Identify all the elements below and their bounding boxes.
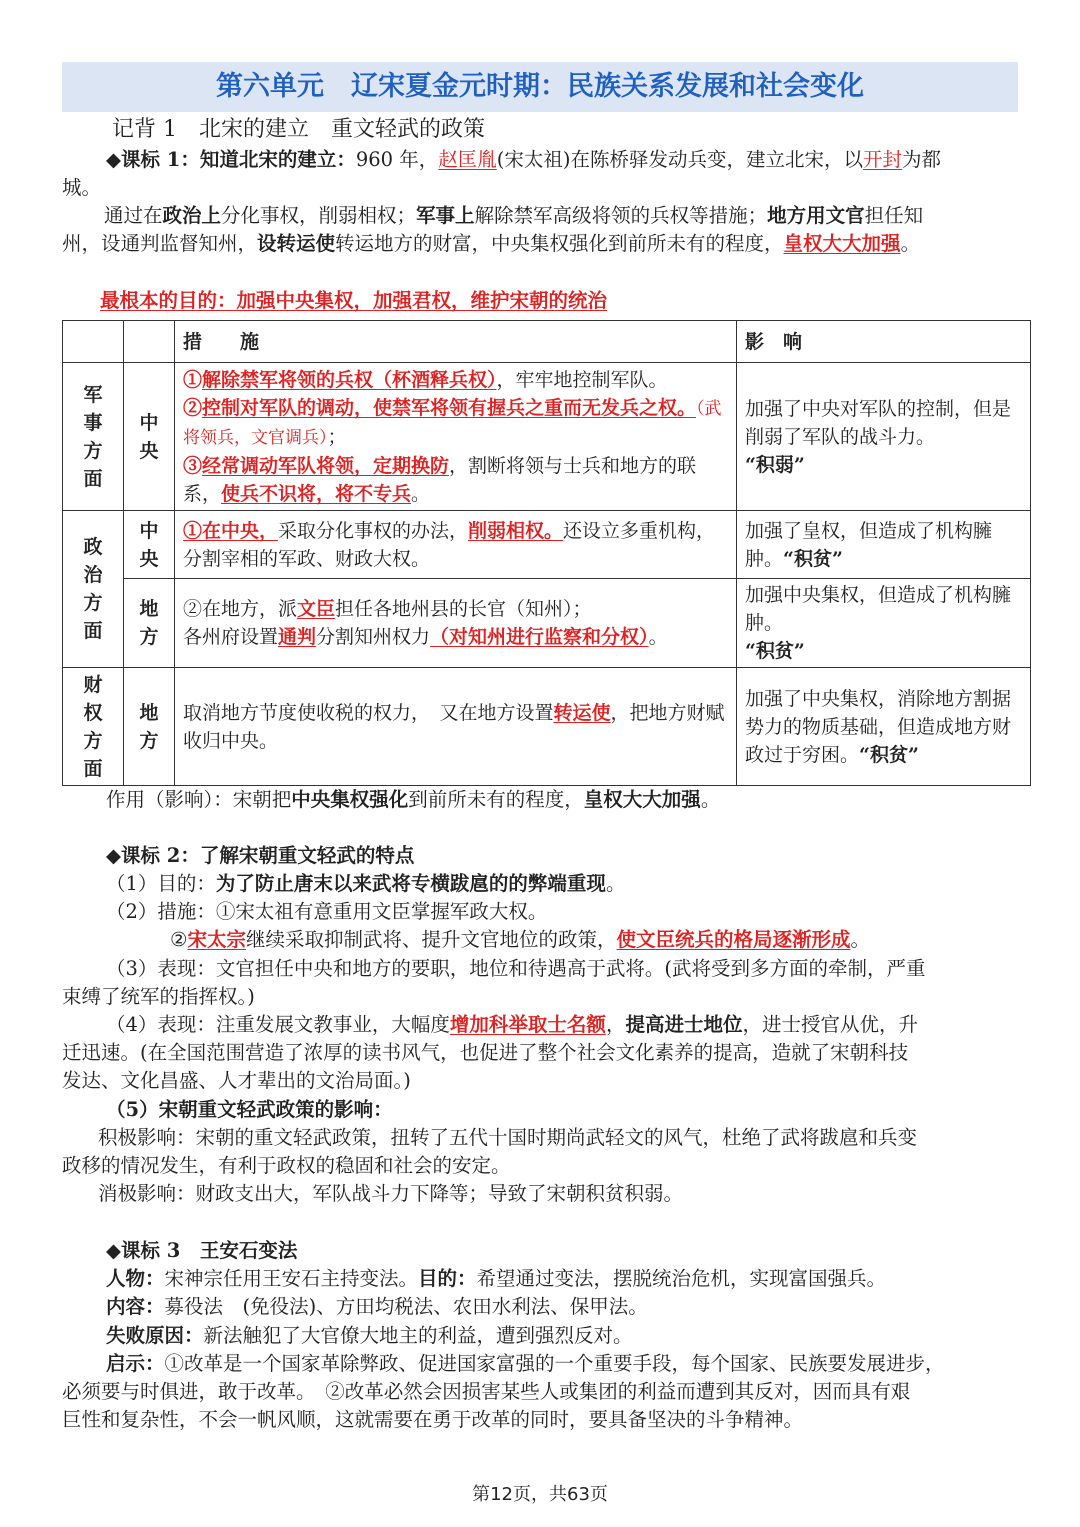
table-row-politics-local <box>63 579 1031 668</box>
subcategory-local: 地方 <box>124 579 175 668</box>
purpose-line: 最根本的目的：加强中央集权，加强君权，维护宋朝的统治 <box>100 289 608 312</box>
section2-line-4: （3）表现：文官担任中央和地方的要职，地位和待遇高于武将。(武将受到多方面的牵制，严重 <box>106 957 926 980</box>
section2-line-7: 迁迅速。(在全国范围营造了浓厚的读书风气，也促进了整个社会文化素养的提高，造就了宋朝科技 <box>62 1041 909 1064</box>
section3-line-6: 巨性和复杂性，不会一帆风顺，这就需要在勇于改革的同时，要具备坚决的斗争精神。 <box>62 1408 804 1431</box>
section2-line-3: ②宋太宗继续采取抑制武将、提升文官地位的政策，使文臣统兵的格局逐渐形成。 <box>170 928 871 951</box>
section2-line-8: 发达、文化昌盛、人才辈出的文治局面。) <box>62 1069 411 1092</box>
header-measure: 措 施 <box>175 321 737 363</box>
section2-line-5: 束缚了统军的指挥权。) <box>62 985 255 1008</box>
subcategory-central: 中央 <box>124 363 175 511</box>
section1-heading: 记背 1 北宋的建立 重文轻武的政策 <box>112 117 485 142</box>
table-header-row <box>63 321 1031 363</box>
paragraph-measures-1: 通过在政治上分化事权，削弱相权；军事上解除禁军高级将领的兵权等措施；地方用文官担任知 <box>104 204 924 227</box>
table-row-politics-central <box>63 511 1031 579</box>
finance-effect: 加强了中央集权，消除地方割据势力的物质基础，但造成地方财政过于穷困。“积贫” <box>737 668 1031 786</box>
standard1-line: ◆课标 1：知道北宋的建立：960 年，赵匡胤(宋太祖)在陈桥驿发动兵变，建立北宋，以开封为都 <box>106 148 942 171</box>
section2-line-12: 消极影响：财政支出大，军队战斗力下降等；导致了宋朝积贫积弱。 <box>98 1182 684 1205</box>
politics-central-measures: ①在中央，采取分化事权的办法，削弱相权。还设立多重机构，分割宰相的军政、财政大权。 <box>175 511 737 579</box>
section2-line-1: （1）目的：为了防止唐末以来武将专横跋扈的的弊端重现。 <box>106 872 626 895</box>
military-effect: 加强了中央对军队的控制，但是削弱了军队的战斗力。 “积弱” <box>737 363 1031 511</box>
standard1-line-cont: 城。 <box>62 176 102 199</box>
table-row-finance <box>63 668 1031 786</box>
policy-table <box>62 320 1031 786</box>
paragraph-measures-2: 州，设通判监督知州，设转运使转运地方的财富，中央集权强化到前所未有的程度，皇权大大加强。 <box>62 232 921 255</box>
finance-measures: 取消地方节度使收税的权力， 又在地方设置转运使，把地方财赋收归中央。 <box>175 668 737 786</box>
section3-line-1: 人物：宋神宗任用王安石主持变法。目的：希望通过变法，摆脱统治危机，实现富国强兵。 <box>106 1267 887 1290</box>
subcategory-local-2: 地方 <box>124 668 175 786</box>
politics-local-effect: 加强中央集权，但造成了机构臃肿。 “积贫” <box>737 579 1031 668</box>
military-measures: ①解除禁军将领的兵权（杯酒释兵权），牢牢地控制军队。 ②控制对军队的调动，使禁军将领有握兵之重而无发兵之权。（武将领兵，文官调兵）； ③经常调动军队将领，定期换防，割断将领与士兵和地方的联系，使兵不识将，将不专兵。 <box>175 363 737 511</box>
section2-line-11: 政移的情况发生，有利于政权的稳固和社会的安定。 <box>62 1154 511 1177</box>
section3-line-5: 必须要与时俱进，敢于改革。 ②改革必然会因损害某些人或集团的利益而遭到其反对，因而具有艰 <box>62 1380 911 1403</box>
category-military: 军事方面 <box>63 363 124 511</box>
section2-line-2: （2）措施：①宋太祖有意重用文臣掌握军政大权。 <box>106 900 548 923</box>
category-politics: 政治方面 <box>63 511 124 668</box>
category-finance: 财权方面 <box>63 668 124 786</box>
section3-line-4: 启示：①改革是一个国家革除弊政、促进国家富强的一个重要手段，每个国家、民族要发展进步， <box>106 1352 945 1375</box>
subcategory-central-2: 中央 <box>124 511 175 579</box>
header-effect: 影 响 <box>737 321 1031 363</box>
impact-line: 作用（影响）：宋朝把中央集权强化到前所未有的程度，皇权大大加强。 <box>106 788 721 811</box>
page-title: 第六单元 辽宋夏金元时期：民族关系发展和社会变化 <box>62 62 1018 112</box>
politics-local-measures: ②在地方，派文臣担任各地州县的长官（知州）； 各州府设置通判分割知州权力（对知州进行监察和分权）。 <box>175 579 737 668</box>
section2-line-9: （5）宋朝重文轻武政策的影响： <box>106 1098 393 1121</box>
section3-line-3: 失败原因：新法触犯了大官僚大地主的利益，遭到强烈反对。 <box>106 1324 633 1347</box>
section2-heading: ◆课标 2：了解宋朝重文轻武的特点 <box>106 844 415 867</box>
page-number: 第12页，共63页 <box>472 1484 608 1505</box>
section3-heading: ◆课标 3 王安石变法 <box>106 1239 298 1262</box>
politics-central-effect: 加强了皇权，但造成了机构臃肿。“积贫” <box>737 511 1031 579</box>
section2-line-6: （4）表现：注重发展文教事业，大幅度增加科举取士名额，提高进士地位，进士授官从优，升 <box>106 1013 918 1036</box>
section2-line-10: 积极影响：宋朝的重文轻武政策，扭转了五代十国时期尚武轻文的风气，杜绝了武将跋扈和兵变 <box>98 1126 918 1149</box>
section3-line-2: 内容：募役法 (免役法)、方田均税法、农田水利法、保甲法。 <box>106 1295 648 1318</box>
table-row-military <box>63 363 1031 511</box>
